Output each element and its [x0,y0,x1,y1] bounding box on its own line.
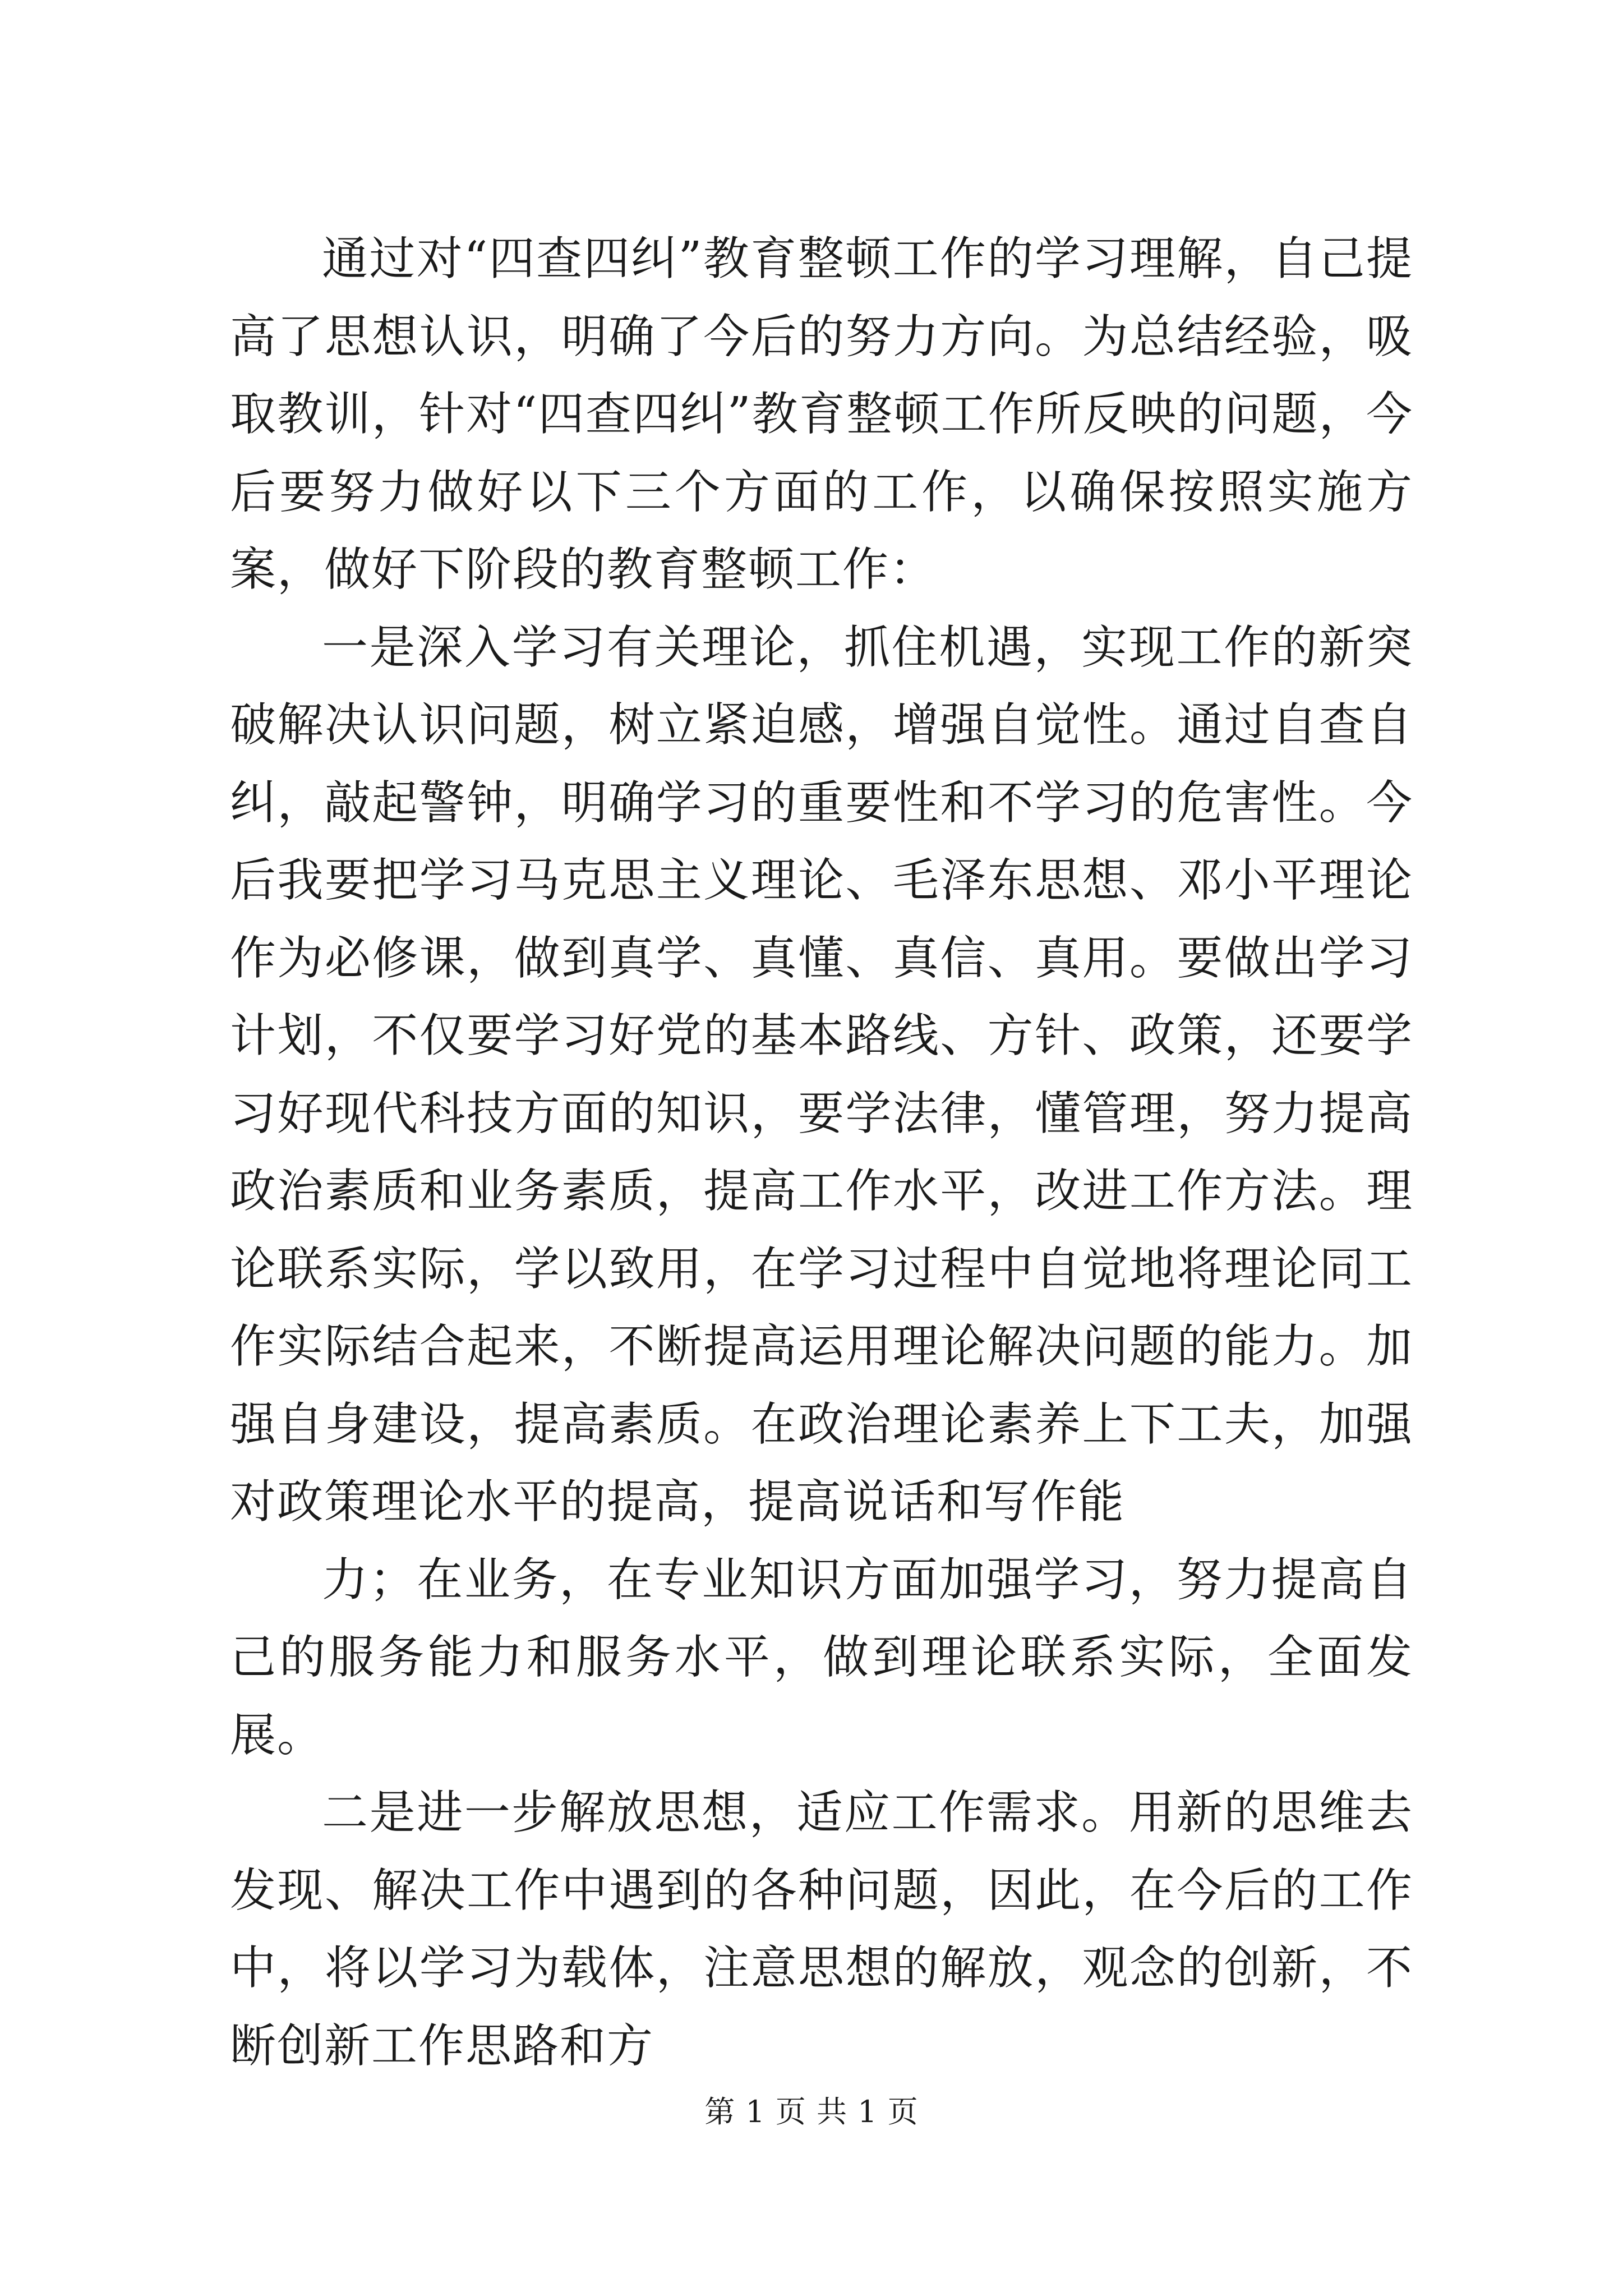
page-number-footer: 第 1 页 共 1 页 [704,2094,919,2129]
paragraph: 二是进一步解放思想，适应工作需求。用新的思维去发现、解决工作中遇到的各种问题，因此，在今后的工作中，将以学习为载体，注意思想的解放，观念的创新，不断创新工作思路和方 [230,1786,1413,2073]
body-text [230,220,1413,2085]
paragraph: 一是深入学习有关理论，抓住机遇，实现工作的新突破解决认识问题，树立紧迫感，增强自觉性。通过自查自纠，敲起警钟，明确学习的重要性和不学习的危害性。今后我要把学习马克思主义理论、毛泽东思想、邓小平理论作为必修课，做到真学、真懂、真信、真用。要做出学习计划，不仅要学习好党的基本路线、方针、政策，还要学习好现代科技方面的知识，要学法律，懂管理，努力提高政治素质和业务素质，提高工作水平，改进工作方法。理论联系实际，学以致用，在学习过程中自觉地将理论同工作实际结合起来，不断提高运用理论解决问题的能力。加强自身建设，提高素质。在政治理论素养上下工夫，加强对政策理论水平的提高，提高说话和写作能 [230,620,1413,1529]
paragraph: 通过对“四查四纠”教育整顿工作的学习理解，自己提高了思想认识，明确了今后的努力方向。为总结经验，吸取教训，针对“四查四纠”教育整顿工作所反映的问题，今后要努力做好以下三个方面的工作，以确保按照实施方案，做好下阶段的教育整顿工作： [230,232,1413,596]
paragraph: 力；在业务，在专业知识方面加强学习，努力提高自己的服务能力和服务水平，做到理论联系实际，全面发展。 [230,1553,1413,1762]
